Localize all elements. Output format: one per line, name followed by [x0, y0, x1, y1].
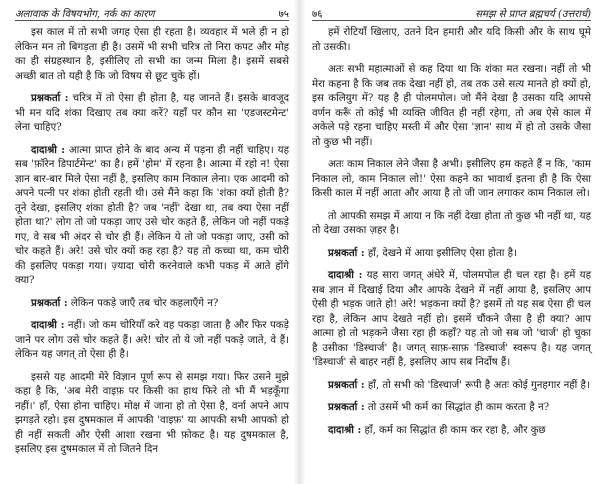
paragraph-text: नहीं। जो कम चोरियाँ करे वह पकड़ा जाता है और फिर पकड़े जाने पर लोग उसे चोर कहते हैं। अरे! चोर तो ये जो नहीं पकड़े जाते, वे हैं। लेकिन यह जगत् तो ऐसा ही है।: [15, 320, 289, 360]
paragraph-text: चरित्र में तो ऐसा ही होता है, यह जानते हैं। इसके बावजूद भी मन यदि शंका दिखाए तब क्या करें? यहाँ पर कौन सा 'एडजस्टमेन्ट' लेना चाहिए?: [15, 93, 289, 133]
paragraph: [312, 423, 591, 439]
paragraph: [312, 400, 591, 416]
speaker-label: प्रश्नकर्ता :: [328, 246, 365, 259]
paragraph-text: इस काल में तो सभी जगह ऐसा ही रहता है। व्यवहार में भले ही न हो लेकिन मन तो बिगड़ता ही है। उसमें भी सभी चरित्र तो निरा कपट और मोह का ही संग्रहस्थान है, इसीलिए तो सभी का जन्म मिला है। इसमें सबसे अच्छी बात तो यही है कि जो विषय से छूट चुके हों।: [15, 27, 289, 82]
paragraph-text: हाँ, तो सभी को 'डिस्चार्ज' रूपी है अतः कोई गुनहगार नहीं है।: [367, 379, 590, 391]
paragraph: [15, 296, 289, 312]
paragraph-text: आत्मा प्राप्त होने के बाद अन्य में पड़ना ही नहीं चाहिए। यह सब 'फ़ॉरेन डिपार्टमेन्ट' का है। हमें 'होम' में रहना है। आत्मा में रहो न! ऐसा ज्ञान बार-बार मिले ऐसा नहीं है, इसलिए काम निकाल लेना। एक आदमी को अपने पत्नी पर शंका होती रहती थी। उसे मैंने कहा कि 'शंका क्यों होती है? तूने देखा, इसलिए शंका होती है? जब 'नहीं' देखा था, तब क्या ऐसा नहीं होता था?' लोग तो जो पकड़ा जाए उसे चोर कहते हैं, लेकिन जो नहीं पकड़े गए, वे सब भी अंदर से चोर ही हैं। लेकिन ये तो जो पकड़ा जाए, उसी को चोर कहते हैं। अरे! उसे चोर क्यों कह रहा है? यह तो कच्चा था, कम चोरी की इसलिए पकड़ा गया। ज़्यादा चोरी करनेवाले कभी पकड़ में आते होंगे क्या?: [15, 144, 289, 286]
paragraph-text: लेकिन पकड़े जाएँ तब चोर कहलाएँगे न?: [70, 297, 219, 309]
paragraph-text: अतः सभी महात्माओं से कह दिया था कि शंका मत रखना। नहीं तो भी मेरा कहना है कि जब तक देखा नहीं हो, तब तक उसे सत्य मानते हो क्यों हो, इस कलियुग में? यह है ही पोलमपोल। जो मैंने देखा है उसका यदि आपसे वर्णन करूँ तो कोई भी व्यक्ति जीवित ही नहीं रहेगा, तो अब ऐसे काल में अकेले पड़े रहना चाहिए मस्ती में और ऐसा 'ज्ञान' साथ में हो तो उसके जैसा तो कुछ भी नहीं।: [312, 64, 591, 148]
paragraph-text: यह सारा जगत् अंधेरे में, पोलमपोल ही चल रहा है। हमें यह सब ज्ञान में दिखाई दिया और आपके देखने में नहीं आया है, इसलिए आप ऐसी ही भड़क जाते हो! अरे! भड़कना क्यों है? इसमें तो यह सब ऐसा ही चल रहा है, लेकिन आप देखते नहीं हो। इसमें चौंकने जैसा है ही क्या? आप आत्मा हो तो भड़कने जैसा रहा ही कहाँ? यह तो जो सब जो 'चार्ज' हो चुका है उसीका 'डिस्चार्ज' है। जगत् साफ़-साफ़ 'डिस्चार्ज' स्वरूप है। यह जगत् 'डिस्चार्ज' से बाहर नहीं है, इसलिए आप सब निर्दोष हैं।: [312, 270, 591, 368]
right-page: [306, 0, 599, 484]
paragraph: [312, 246, 591, 262]
paragraph-text: तो आपकी समझ में आया न कि नहीं देखा होता तो कुछ भी नहीं था, यह तो देखा उसका ज़हर है।: [312, 210, 591, 236]
paragraph-text: हाँ, देखने में आया इसीलिए ऐसा होता है।: [367, 247, 517, 259]
paragraph: [15, 370, 289, 458]
right-page-number: ७६: [312, 9, 323, 20]
speaker-label: दादाश्री :: [31, 143, 65, 156]
speaker-label: दादाश्री :: [328, 269, 363, 281]
speaker-label: दादाश्री :: [31, 319, 65, 331]
paragraph-text: हमें रोटियाँ खिलाए, उतने दिन हमारी और यदि किसी और के साथ घूमे तो उसकी।: [312, 27, 591, 53]
paragraph: [312, 209, 591, 239]
paragraph: [312, 62, 591, 150]
paragraph-text: इससे यह आदमी मेरे विज्ञान पूर्ण रूप से समझ गया। फिर उसने मुझे कहा है कि, 'अब मेरी वाइफ़ पर किसी का हाथ फिरे तो भी मैं भड़कूँगा नहीं।' हाँ, ऐसा होना चाहिए। मोक्ष में जाना हो तो ऐसा है, वर्ना अपने आप झगड़ते रहो। इस दुषमकाल में आपकी 'वाइफ़' या आपकी सभी आपको हो ही नहीं सकती और ऐसी आशा रखना भी फ़ोकट है। यह दुषमकाल है, इसलिए इस दुषमकाल में तो जितने दिन: [15, 371, 289, 455]
book-gutter: [293, 0, 306, 484]
right-page-header: [312, 6, 591, 21]
speaker-label: प्रश्नकर्ता :: [31, 92, 69, 104]
paragraph-text: तो उसमें भी कर्म का सिद्धांत ही काम करता है न?: [367, 402, 550, 413]
paragraph: [312, 157, 591, 202]
left-page-body: [15, 25, 289, 458]
paragraph: [15, 91, 289, 136]
speaker-label: प्रश्नकर्ता :: [31, 296, 68, 309]
speaker-label: प्रश्नकर्ता :: [328, 401, 365, 413]
right-page-running-title: समझ से प्राप्त ब्रह्मचर्य (उत्तरार्ध): [475, 9, 591, 20]
speaker-label: दादाश्री :: [328, 423, 362, 436]
paragraph: [312, 378, 591, 394]
paragraph: [15, 25, 289, 84]
paragraph-text: हाँ, कर्म का सिद्धांत ही काम कर रहा है, और कुछ: [364, 424, 546, 436]
left-page-running-title: अलावाक के विषयभोग, नर्क का कारण: [15, 9, 155, 20]
right-page-body: [312, 25, 591, 438]
left-page: [0, 0, 293, 484]
paragraph: [312, 268, 591, 371]
left-page-header: [15, 6, 289, 21]
speaker-label: प्रश्नकर्ता :: [328, 378, 365, 391]
paragraph: [15, 143, 289, 289]
paragraph-text: अतः काम निकाल लेने जैसा है अभी। इसीलिए हम कहते हैं न कि, 'काम निकाल लो, काम निकाल लो!' ऐसा कहने का भावार्थ इतना ही है कि ऐसा किसी काल में नहीं आता और आया है तो जी जान लगाकर काम निकाल लो।: [312, 159, 591, 199]
paragraph: [312, 25, 591, 55]
left-page-number: ७५: [278, 9, 289, 20]
paragraph: [15, 318, 289, 363]
